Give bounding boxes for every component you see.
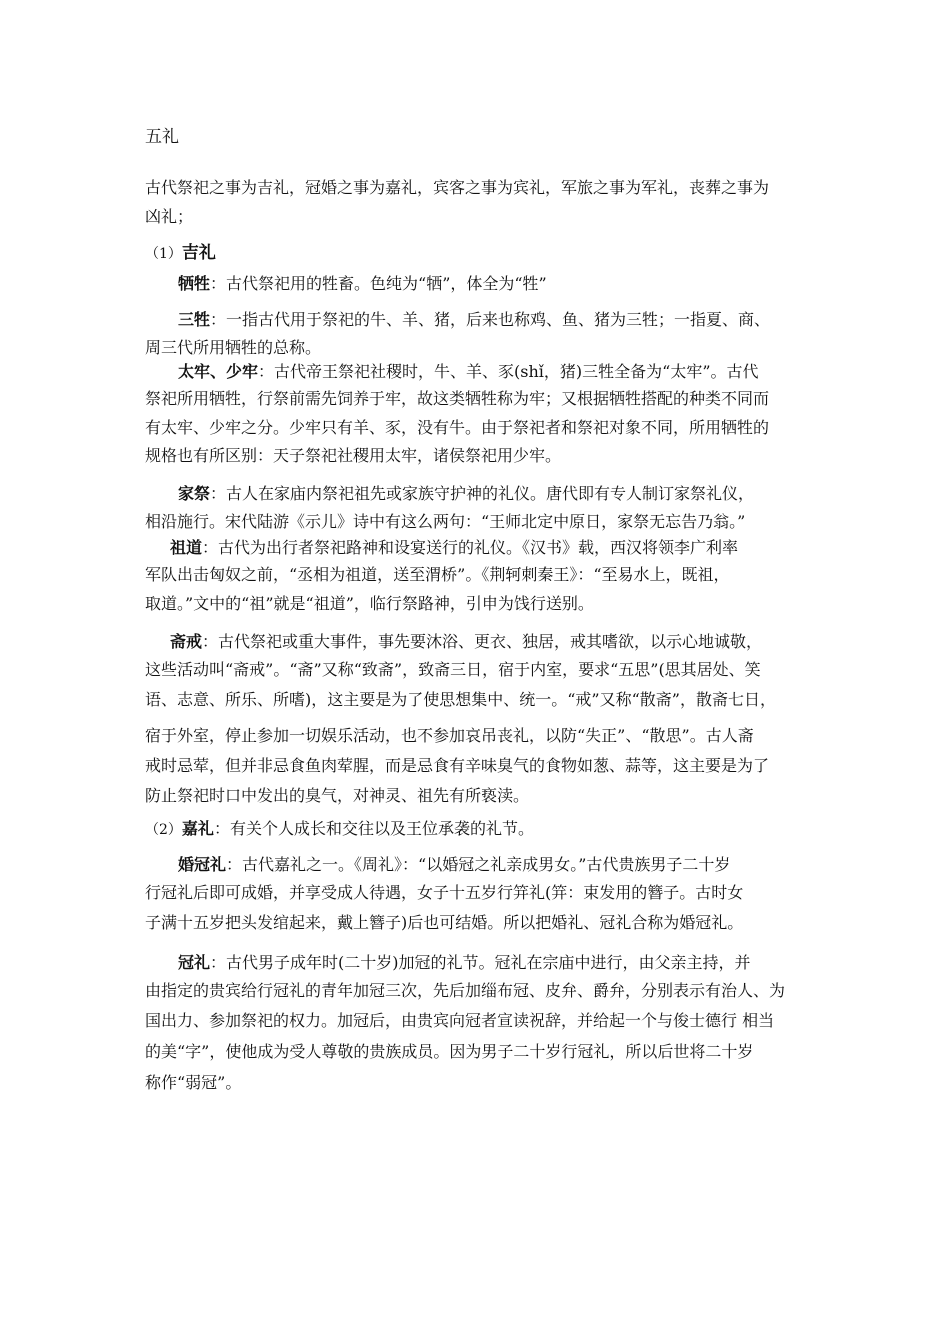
entry-text: ：古代祭祀用的牲畜。色纯为“牺”，体全为“牲” bbox=[210, 274, 547, 293]
document-title: 五礼 bbox=[145, 127, 179, 147]
entry-term: 太牢、少牢 bbox=[178, 362, 259, 381]
section-heading-jiali bbox=[145, 819, 534, 840]
intro-line-2: 凶礼； bbox=[145, 207, 194, 226]
entry-xisheng bbox=[178, 274, 547, 294]
entry-text-cont: 语、志意、所乐、所嗜)，这主要是为了使思想集中、统一。“戒”又称“散斋”，散斋七日， bbox=[145, 690, 776, 709]
entry-text-cont: 相沿施行。宋代陆游《示儿》诗中有这么两句：“王师北定中原日，家祭无忘告乃翁。” bbox=[145, 512, 746, 531]
entry-term: 牺牲 bbox=[178, 274, 211, 293]
entry-text-cont: 有太牢、少牢之分。少牢只有羊、豕，没有牛。由于祭祀者和祭祀对象不同，所用牺牲的 bbox=[145, 418, 770, 437]
entry-text-cont: 子满十五岁把头发绾起来，戴上簪子)后也可结婚。所以把婚礼、冠礼合称为婚冠礼。 bbox=[145, 913, 744, 932]
section-title: 吉礼 bbox=[181, 243, 216, 263]
entry-jiaji bbox=[178, 484, 754, 504]
section-number: （1） bbox=[145, 246, 182, 262]
entry-text-cont: 规格也有所区别：天子祭祀社稷用太牢，诸侯祭祀用少牢。 bbox=[145, 446, 562, 465]
entry-term: 三牲 bbox=[178, 310, 211, 329]
entry-text-cont: 防止祭祀时口中发出的臭气，对神灵、祖先有所亵渎。 bbox=[145, 786, 530, 805]
section-title: 嘉礼 bbox=[181, 819, 214, 838]
entry-text-cont: 这些活动叫“斋戒”。“斋”又称“致斋”，致斋三日，宿于内室，要求“五思”(思其居处、笑 bbox=[145, 660, 761, 679]
entry-text-cont: 周三代所用牺牲的总称。 bbox=[145, 338, 322, 357]
entry-text: ：古代男子成年时(二十岁)加冠的礼节。冠礼在宗庙中进行，由父亲主持，并 bbox=[210, 953, 751, 972]
entry-text: ：古代祭祀或重大事件，事先要沐浴、更衣、独居，戒其嗜欲，以示心地诚敬， bbox=[202, 632, 763, 651]
entry-text-cont: 的美“字”，使他成为受人尊敬的贵族成员。因为男子二十岁行冠礼，所以后世将二十岁 bbox=[145, 1042, 754, 1061]
section-heading-jili bbox=[145, 243, 216, 264]
entry-guanli bbox=[178, 953, 751, 973]
entry-text: ：古人在家庙内祭祀祖先或家族守护神的礼仪。唐代即有专人制订家祭礼仪， bbox=[210, 484, 755, 503]
entry-text-cont: 称作“弱冠”。 bbox=[145, 1073, 242, 1092]
entry-text: ：一指古代用于祭祀的牛、羊、猪，后来也称鸡、鱼、猪为三牲；一指夏、商、 bbox=[210, 310, 771, 329]
entry-term: 斋戒 bbox=[170, 632, 203, 651]
section-desc: ：有关个人成长和交往以及王位承袭的礼节。 bbox=[213, 819, 534, 838]
entry-term: 祖道 bbox=[170, 538, 203, 557]
entry-text: ：古代嘉礼之一。《周礼》：“以婚冠之礼亲成男女。”古代贵族男子二十岁 bbox=[226, 855, 731, 874]
entry-text-cont: 取道。”文中的“祖”就是“祖道”，临行祭路神，引申为饯行送别。 bbox=[145, 594, 594, 613]
entry-text: ：古代为出行者祭祀路神和设宴送行的礼仪。《汉书》载，西汉将领李广利率 bbox=[202, 538, 739, 557]
entry-text-cont: 戒时忌荤，但并非忌食鱼肉荤腥，而是忌食有辛味臭气的食物如葱、蒜等，这主要是为了 bbox=[145, 756, 770, 775]
section-number: （2） bbox=[145, 822, 182, 838]
entry-term: 家祭 bbox=[178, 484, 211, 503]
entry-sansheng bbox=[178, 310, 770, 330]
entry-text: ：古代帝王祭祀社稷时，牛、羊、豕(shǐ，猪)三牲全备为“太牢”。古代 bbox=[258, 362, 759, 381]
entry-text-cont: 祭祀所用牺牲，行祭前需先饲养于牢，故这类牺牲称为牢；又根据牺牲搭配的种类不同而 bbox=[145, 389, 770, 408]
entry-term: 冠礼 bbox=[178, 953, 211, 972]
entry-tailao bbox=[178, 362, 759, 382]
entry-term: 婚冠礼 bbox=[178, 855, 227, 874]
entry-hunguan bbox=[178, 855, 730, 875]
entry-text-cont: 由指定的贵宾给行冠礼的青年加冠三次，先后加缁布冠、皮弁、爵弁，分别表示有治人、为 bbox=[145, 981, 786, 1000]
entry-text-cont: 宿于外室，停止参加一切娱乐活动，也不参加哀吊丧礼，以防“失正”、“散思”。古人斋 bbox=[145, 726, 754, 745]
entry-zudao bbox=[170, 538, 738, 558]
entry-text-cont: 行冠礼后即可成婚，并享受成人待遇，女子十五岁行笄礼(笄：束发用的簪子。古时女 bbox=[145, 883, 744, 902]
entry-text-cont: 国出力、参加祭祀的权力。加冠后，由贵宾向冠者宣读祝辞，并给起一个与俊士德行 相当 bbox=[145, 1011, 775, 1030]
entry-text-cont: 军队出击匈奴之前，“丞相为祖道，送至渭桥”。《荆轲刺秦王》：“至易水上，既祖， bbox=[145, 565, 730, 584]
intro-line-1: 古代祭祀之事为吉礼，冠婚之事为嘉礼，宾客之事为宾礼，军旅之事为军礼，丧葬之事为 bbox=[145, 178, 770, 197]
entry-zhaijie bbox=[170, 632, 762, 652]
